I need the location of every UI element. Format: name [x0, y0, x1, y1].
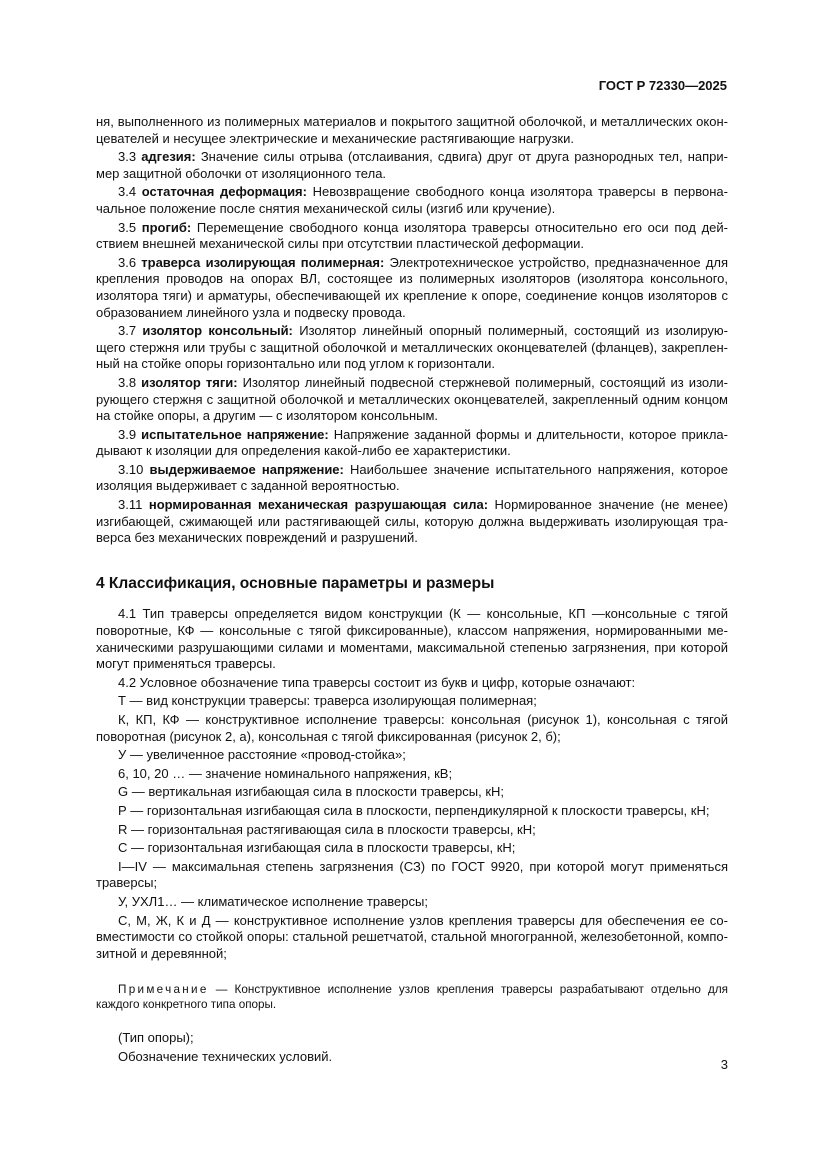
term-title: выдерживаемое напряжение: [149, 461, 344, 477]
term-3-11 [96, 497, 728, 547]
term-definition: Перемещение свободного конца изолятора траверсы относительно его оси под дей-ствием внешней механической силы при отсутствии пластической деформации. [96, 219, 728, 252]
term-number: 3.8 [118, 374, 137, 390]
term-title: остаточная деформация: [141, 184, 307, 200]
note [96, 982, 728, 1012]
paragraph-continuation [96, 114, 728, 147]
term-definition: Значение силы отрыва (отслаивания, сдвига) друг от друга разнородных тел, напри-мер защитной оболочки от изоляционного тела. [96, 149, 728, 181]
term-3-8 [96, 375, 728, 425]
term-definition: Напряжение заданной формы и длительности, которое прикла-дывают к изоляции для определения какой-либо ее характеристики. [96, 426, 728, 459]
term-number: 3.11 [118, 497, 143, 513]
paragraph-text: ня, выполненного из полимерных материалов и покрытого защитной оболочкой, и металлических окон-цевателей и несущее электрические и механические растягивающие нагрузки. [96, 114, 728, 146]
term-number: 3.10 [118, 461, 144, 477]
note-text: — Конструктивное исполнение узлов крепления траверсы разрабатывают отдельно для каждого конкретного типа опоры. [96, 983, 728, 1012]
page-content [96, 114, 728, 1068]
term-3-3 [96, 149, 728, 182]
term-title: нормированная механическая разрушающая сила: [148, 497, 489, 513]
term-number: 3.4 [118, 184, 137, 200]
term-3-4 [96, 184, 728, 217]
term-number: 3.3 [118, 149, 137, 165]
section-4-heading: 4 Классификация, основные параметры и размеры [96, 574, 495, 592]
term-definition: Изолятор линейный опорный полимерный, состоящий из изолирую-щего стержня или трубы с защитной оболочкой и металлических оконцевателей (фланцев), закреплен-ный на стойке опоры горизонтально или под углом к горизонтали. [96, 323, 728, 372]
list-item: Р — горизонтальная изгибающая сила в плоскости, перпендикулярной к плоскости траверсы, кН; [118, 802, 710, 818]
term-number: 3.5 [118, 219, 137, 235]
list-item: R — горизонтальная растягивающая сила в плоскости траверсы, кН; [118, 821, 536, 837]
note-label: Примечание [118, 983, 209, 997]
term-definition: Невозвращение свободного конца изолятора траверсы в первона-чальное положение после снятия механической силы (изгиб или кручение). [96, 184, 728, 216]
term-number: 3.6 [118, 254, 137, 270]
list-item: С — горизонтальная изгибающая сила в плоскости траверсы, кН; [118, 840, 516, 856]
list-item: I—IV — максимальная степень загрязнения (СЗ) по ГОСТ 9920, при которой могут применяться траверсы; [96, 858, 728, 891]
term-title: испытательное напряжение: [141, 426, 329, 442]
list-item: Т — вид конструкции траверсы: траверса изолирующая полимерная; [118, 693, 537, 709]
tail-line: Обозначение технических условий. [118, 1048, 333, 1064]
term-definition: Нормированное значение (не менее) изгибающей, сжимающей или растягивающей силы, которую должна выдерживать изолирующая тра-верса без механических повреждений и разрушений. [96, 497, 728, 546]
page-number: 3 [720, 1057, 728, 1072]
paragraph-4-1: 4.1 Тип траверсы определяется видом конструкции (К — консольные, КП —консольные с тягой поворотные, КФ — консольные с тягой фиксированные), классом напряжения, нормированными ме-ханическими разрушающими силами и моментами, максимальной степенью загрязнения, при которой могут применяться траверсы. [96, 606, 728, 672]
term-3-6 [96, 255, 728, 321]
document-code: ГОСТ Р 72330—2025 [598, 78, 727, 93]
tail-line: (Тип опоры); [118, 1030, 194, 1046]
term-title: траверса изолирующая полимерная: [141, 254, 385, 270]
term-3-5 [96, 220, 728, 253]
term-title: адгезия: [141, 149, 196, 165]
term-number: 3.9 [118, 426, 137, 442]
list-item: G — вертикальная изгибающая сила в плоскости траверсы, кН; [118, 784, 505, 800]
list-item: К, КП, КФ — конструктивное исполнение траверсы: консольная (рисунок 1), консольная с тягой поворотная (рисунок 2, а), консольная с тягой фиксированная (рисунок 2, б); [96, 712, 728, 744]
term-definition: Электротехническое устройство, предназначенное для крепления проводов на опорах ВЛ, состоящее из полимерных изоляторов (изолятора консольного, изолятора тяги) и арматуры, обеспечивающей их крепление к опоре, соединение концов изоляторов с образованием линейного узла и подвеску провода. [96, 254, 728, 320]
term-definition: Изолятор линейный подвесной стержневой полимерный, состоящий из изоли-рующего стержня с защитной оболочкой и металлических оконцевателей, закрепленный одним концом на стойке опоры, а другим — с изолятором консольным. [96, 374, 729, 424]
list-item: 6, 10, 20 … — значение номинального напряжения, кВ; [118, 765, 453, 781]
list-item: С, М, Ж, К и Д — конструктивное исполнение узлов крепления траверсы для обеспечения ее со-вместимости со стойкой опоры: стальной решетчатой, стальной многогранной, железобетонной, компо-зитной и деревянной; [96, 912, 728, 961]
term-3-7 [96, 323, 728, 373]
term-3-10 [96, 462, 728, 495]
list-item: У — увеличенное расстояние «провод-стойка»; [118, 747, 406, 763]
term-3-9 [96, 427, 728, 460]
term-number: 3.7 [118, 323, 137, 339]
term-title: прогиб: [141, 219, 192, 235]
paragraph-4-2: 4.2 Условное обозначение типа траверсы состоит из букв и цифр, которые означают: [118, 674, 636, 690]
term-title: изолятор консольный: [142, 323, 293, 339]
term-title: изолятор тяги: [141, 374, 238, 390]
term-definition: Наибольшее значение испытательного напряжения, которое изоляция выдерживает с заданной вероятностью. [96, 461, 728, 494]
list-item: У, УХЛ1… — климатическое исполнение траверсы; [118, 893, 428, 909]
